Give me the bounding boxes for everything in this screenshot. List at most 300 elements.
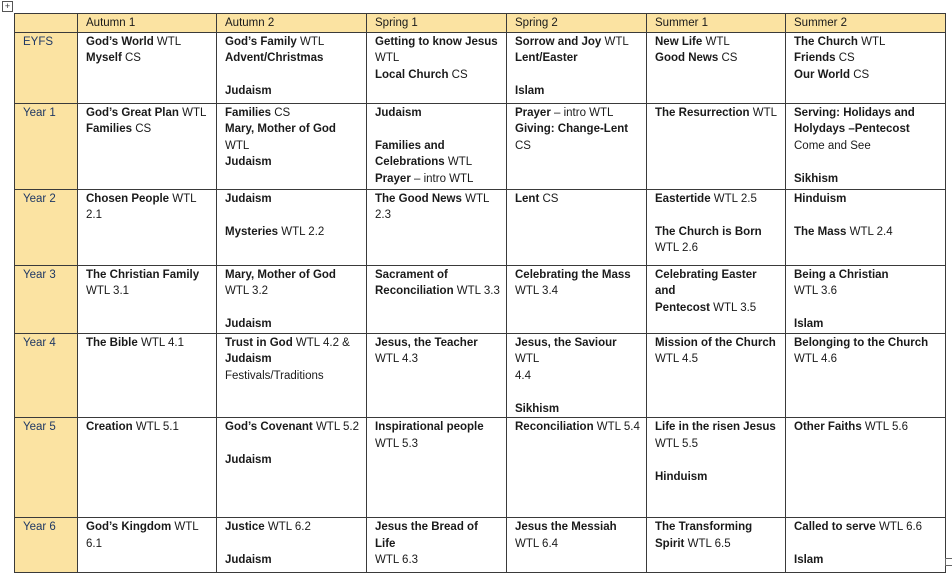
topic-cell (217, 103, 367, 189)
topic-title: The Church is Born (655, 225, 762, 238)
topic-title: Local Church (375, 68, 449, 81)
topic-title: Judaism (225, 192, 272, 205)
topic-title: Islam (515, 85, 545, 97)
topic-line (794, 105, 939, 122)
topic-note: Festivals/Traditions (225, 369, 324, 382)
topic-line (794, 519, 939, 536)
topic-line (794, 419, 939, 436)
topic-line (375, 34, 500, 51)
topic-line (225, 83, 360, 100)
topic-title: Good News (655, 52, 719, 64)
topic-title: Celebrations (375, 156, 445, 168)
topic-title: Mary, Mother of God (225, 268, 336, 281)
topic-note: 2.3 (375, 209, 391, 221)
topic-title: Jesus, the Teacher (375, 336, 478, 349)
topic-title: Judaism (375, 106, 422, 119)
topic-note: WTL 2.4 (846, 225, 893, 238)
blank-line (515, 384, 640, 401)
topic-cell (78, 189, 217, 265)
topic-line (86, 121, 210, 138)
topic-note: WTL (857, 35, 886, 48)
table-resize-handle[interactable] (945, 558, 952, 566)
topic-line (655, 34, 779, 51)
topic-line (225, 316, 360, 333)
topic-title: Mysteries (225, 225, 279, 238)
topic-cell (786, 518, 946, 573)
topic-line (86, 105, 210, 122)
topic-line (794, 283, 939, 300)
topic-title: The Christian Family (86, 268, 200, 281)
topic-cell (367, 333, 507, 418)
topic-note: WTL 5.4 (593, 421, 640, 433)
topic-line (86, 335, 210, 352)
topic-line (86, 536, 210, 553)
topic-title: Holydays –Pentecost (794, 123, 910, 135)
topic-title: Chosen People (86, 192, 170, 205)
topic-title: Hinduism (655, 470, 708, 483)
topic-note: WTL 3.3 (453, 285, 500, 297)
topic-cell (647, 32, 786, 103)
topic-line (375, 267, 500, 284)
topic-title: God’s Family (225, 35, 297, 48)
year-label-cell: Year 6 (15, 518, 78, 573)
topic-line (375, 283, 500, 300)
topic-note: WTL (749, 106, 778, 119)
topic-cell (367, 103, 507, 189)
topic-line (375, 138, 500, 155)
topic-line (515, 138, 640, 155)
topic-line (515, 191, 640, 208)
topic-line (225, 283, 360, 300)
year-label-cell: Year 4 (15, 333, 78, 418)
topic-title: Friends (794, 52, 836, 64)
topic-note: WTL 4.3 (375, 353, 419, 365)
topic-line (794, 67, 939, 84)
topic-title: Mission of the Church (655, 336, 776, 349)
blank-line (655, 452, 779, 469)
topic-line (225, 105, 360, 122)
topic-cell (217, 333, 367, 418)
topic-cell (507, 32, 647, 103)
table-row (15, 333, 946, 418)
topic-note: CS (539, 192, 559, 205)
blank-line (794, 154, 939, 171)
topic-title: Judaism (225, 353, 272, 365)
topic-title: Sikhism (515, 402, 560, 415)
topic-line (794, 552, 939, 569)
topic-title: Reconciliation (375, 285, 454, 297)
table-row (15, 32, 946, 103)
topic-line (794, 316, 939, 333)
year-label-cell: Year 2 (15, 189, 78, 265)
topic-note: WTL 4.2 & (292, 336, 350, 349)
topic-title: Advent/Christmas (225, 52, 324, 64)
blank-line (515, 67, 640, 84)
topic-title: Belonging to the Church (794, 336, 929, 349)
topic-note: WTL (178, 106, 207, 119)
topic-line (515, 368, 640, 385)
topic-cell (647, 265, 786, 333)
topic-line (375, 519, 500, 552)
topic-title: Justice (225, 521, 265, 533)
topic-line (225, 121, 360, 138)
topic-line (225, 50, 360, 67)
topic-title: Celebrating Easter and (655, 268, 757, 297)
topic-note: WTL (461, 192, 490, 205)
topic-cell (647, 518, 786, 573)
table-row (15, 418, 946, 518)
topic-title: Prayer (375, 172, 411, 185)
topic-line (225, 452, 360, 469)
topic-title: Getting to know Jesus (375, 35, 498, 48)
topic-cell (507, 265, 647, 333)
table-row (15, 518, 946, 573)
topic-line (655, 105, 779, 122)
topic-note: CS (835, 52, 855, 64)
topic-line (86, 267, 210, 284)
topic-line (515, 105, 640, 122)
topic-title: Families and (375, 139, 445, 152)
header-cell-autumn-2: Autumn 2 (217, 14, 367, 33)
topic-note: WTL 3.5 (709, 301, 757, 314)
topic-title: Celebrating the Mass (515, 268, 631, 281)
topic-title: The Bible (86, 336, 138, 349)
topic-line (655, 519, 779, 536)
topic-note: WTL (444, 156, 473, 168)
topic-note: CS (132, 123, 152, 135)
blank-line (655, 207, 779, 224)
topic-cell (786, 189, 946, 265)
topic-note: WTL (515, 353, 540, 365)
topic-cell (217, 265, 367, 333)
topic-line (86, 50, 210, 67)
topic-note: WTL (153, 35, 182, 48)
topic-cell (786, 333, 946, 418)
topic-title: Spirit (655, 537, 685, 550)
topic-line (375, 207, 500, 224)
topic-line (375, 171, 500, 188)
topic-line (515, 401, 640, 418)
topic-title: Lent/Easter (515, 52, 578, 64)
topic-title: Jesus the Messiah (515, 521, 617, 533)
topic-title: Inspirational people (375, 421, 484, 433)
topic-cell (78, 265, 217, 333)
topic-line (225, 267, 360, 284)
topic-cell (78, 32, 217, 103)
topic-cell (78, 333, 217, 418)
year-label-cell: Year 5 (15, 418, 78, 518)
header-cell-corner (15, 14, 78, 33)
topic-line (655, 419, 779, 436)
topic-note: WTL 6.3 (375, 554, 419, 566)
topic-line (794, 121, 939, 138)
topic-title: Islam (794, 554, 824, 566)
topic-title: Our World (794, 68, 851, 81)
topic-cell (507, 418, 647, 518)
topic-line (225, 419, 360, 436)
table-row (15, 189, 946, 265)
topic-line (225, 224, 360, 241)
topic-cell (217, 518, 367, 573)
topic-note: CS (448, 68, 468, 81)
topic-title: Prayer (515, 106, 551, 119)
topic-note: WTL 2.6 (655, 242, 699, 254)
year-label-cell: EYFS (15, 32, 78, 103)
topic-line (515, 83, 640, 100)
blank-line (225, 436, 360, 453)
topic-note: 6.1 (86, 537, 102, 550)
topic-title: Life in the risen Jesus (655, 421, 776, 433)
topic-title: Jesus, the Saviour (515, 336, 617, 349)
header-cell-summer-2: Summer 2 (786, 14, 946, 33)
blank-line (794, 207, 939, 224)
topic-title: Sacrament of (375, 268, 448, 281)
topic-title: New Life (655, 35, 703, 48)
topic-note: 2.1 (86, 209, 102, 221)
topic-note: WTL 4.6 (794, 353, 838, 365)
blank-line (794, 300, 939, 317)
topic-title: The Resurrection (655, 106, 750, 119)
topic-line (515, 283, 640, 300)
topic-line (794, 34, 939, 51)
topic-title: The Mass (794, 225, 847, 238)
topic-title: The Transforming (655, 521, 753, 533)
topic-title: Creation (86, 421, 133, 433)
topic-note: WTL 6.4 (515, 537, 559, 550)
topic-note: WTL 4.5 (655, 353, 699, 365)
topic-note: 4.4 (515, 369, 531, 382)
topic-note: – intro WTL (410, 172, 474, 185)
topic-line (225, 519, 360, 536)
table-body (15, 32, 946, 573)
topic-line (225, 335, 360, 352)
topic-line (515, 50, 640, 67)
topic-note: WTL 5.1 (132, 421, 179, 433)
year-label-cell: Year 1 (15, 103, 78, 189)
topic-cell (786, 103, 946, 189)
topic-note: WTL 5.5 (655, 437, 699, 450)
topic-cell (78, 418, 217, 518)
blank-line (375, 121, 500, 138)
topic-note: WTL 5.3 (375, 437, 419, 450)
topic-note: WTL 6.5 (684, 537, 731, 550)
curriculum-table (14, 13, 946, 573)
header-cell-spring-1: Spring 1 (367, 14, 507, 33)
topic-cell (367, 32, 507, 103)
topic-line (515, 519, 640, 536)
topic-title: God’s World (86, 35, 154, 48)
topic-title: Judaism (225, 156, 272, 168)
topic-cell (507, 189, 647, 265)
topic-title: Reconciliation (515, 421, 594, 433)
topic-title: The Church (794, 35, 858, 48)
topic-line (515, 335, 640, 368)
topic-note: WTL (702, 35, 730, 48)
topic-line (86, 207, 210, 224)
topic-line (655, 436, 779, 453)
topic-line (655, 224, 779, 241)
topic-line (86, 283, 210, 300)
topic-note: WTL 4.1 (137, 336, 184, 349)
topic-cell (367, 418, 507, 518)
topic-line (375, 351, 500, 368)
topic-title: Judaism (225, 554, 272, 566)
topic-title: Jesus the Bread of Life (375, 521, 478, 550)
topic-note: WTL (375, 52, 400, 64)
topic-cell (367, 518, 507, 573)
topic-line (515, 536, 640, 553)
topic-note: CS (515, 139, 531, 152)
topic-line (375, 191, 500, 208)
topic-line (225, 138, 360, 155)
blank-line (794, 536, 939, 553)
topic-cell (217, 32, 367, 103)
topic-title: Myself (86, 52, 122, 64)
topic-title: God’s Covenant (225, 421, 313, 433)
topic-cell (786, 32, 946, 103)
topic-line (375, 154, 500, 171)
topic-line (86, 191, 210, 208)
topic-line (225, 368, 360, 385)
topic-line (655, 536, 779, 553)
topic-note: CS (718, 52, 738, 64)
table-row (15, 265, 946, 333)
topic-line (225, 154, 360, 171)
topic-title: Islam (794, 318, 824, 330)
topic-line (655, 50, 779, 67)
topic-line (375, 50, 500, 67)
topic-title: Serving: Holidays and (794, 106, 915, 119)
topic-line (375, 436, 500, 453)
topic-note: CS (271, 106, 291, 119)
topic-title: Other Faiths (794, 421, 862, 433)
topic-line (225, 552, 360, 569)
topic-line (794, 191, 939, 208)
topic-line (655, 191, 779, 208)
topic-title: Sikhism (794, 172, 839, 185)
topic-note: WTL 5.2 (312, 421, 359, 433)
topic-cell (647, 333, 786, 418)
topic-note: WTL 3.1 (86, 285, 130, 297)
blank-line (225, 207, 360, 224)
topic-line (794, 351, 939, 368)
topic-title: Trust in God (225, 336, 293, 349)
topic-note: WTL 6.2 (264, 521, 311, 533)
topic-note: WTL (296, 35, 325, 48)
topic-cell (507, 103, 647, 189)
topic-title: Pentecost (655, 301, 710, 314)
topic-cell (78, 103, 217, 189)
topic-title: Called to serve (794, 521, 876, 533)
topic-line (375, 419, 500, 436)
topic-note: CS (121, 52, 141, 64)
topic-title: Families (225, 106, 272, 119)
topic-note: – intro WTL (550, 106, 614, 119)
topic-title: Hinduism (794, 192, 847, 205)
topic-note: WTL 3.6 (794, 285, 838, 297)
topic-cell (217, 418, 367, 518)
topic-title: Giving: Change-Lent (515, 123, 629, 135)
topic-line (515, 121, 640, 138)
topic-cell (507, 333, 647, 418)
topic-line (225, 191, 360, 208)
topic-line (794, 335, 939, 352)
topic-line (86, 519, 210, 536)
topic-line (225, 34, 360, 51)
header-cell-summer-1: Summer 1 (647, 14, 786, 33)
topic-cell (367, 265, 507, 333)
year-label-cell: Year 3 (15, 265, 78, 333)
topic-line (86, 34, 210, 51)
topic-title: Families (86, 123, 133, 135)
topic-cell (786, 418, 946, 518)
topic-note: WTL (169, 192, 197, 205)
topic-title: Sorrow and Joy (515, 35, 602, 48)
topic-cell (647, 189, 786, 265)
topic-title: Lent (515, 192, 540, 205)
topic-title: Eastertide (655, 192, 711, 205)
topic-cell (367, 189, 507, 265)
topic-title: The Good News (375, 192, 462, 205)
topic-title: Mary, Mother of God (225, 123, 336, 135)
table-row (15, 103, 946, 189)
topic-line (655, 469, 779, 486)
topic-title: Judaism (225, 85, 272, 97)
topic-cell (217, 189, 367, 265)
header-row (15, 14, 946, 33)
blank-line (225, 67, 360, 84)
topic-line (655, 335, 779, 352)
header-cell-spring-2: Spring 2 (507, 14, 647, 33)
topic-line (655, 300, 779, 317)
topic-line (375, 67, 500, 84)
blank-line (225, 300, 360, 317)
topic-line (375, 552, 500, 569)
topic-note: Come and See (794, 139, 871, 152)
topic-line (515, 419, 640, 436)
topic-cell (647, 103, 786, 189)
topic-cell (786, 265, 946, 333)
topic-line (794, 267, 939, 284)
topic-cell (507, 518, 647, 573)
topic-note: WTL 3.2 (225, 285, 269, 297)
topic-title: Being a Christian (794, 268, 889, 281)
topic-title: God’s Kingdom (86, 521, 172, 533)
topic-line (655, 267, 779, 300)
topic-line (515, 267, 640, 284)
topic-line (375, 335, 500, 352)
topic-cell (647, 418, 786, 518)
header-cell-autumn-1: Autumn 1 (78, 14, 217, 33)
topic-note: WTL 2.5 (710, 192, 757, 205)
topic-note: CS (850, 68, 870, 81)
topic-note: WTL 6.6 (875, 521, 923, 533)
topic-line (794, 224, 939, 241)
topic-title: God’s Great Plan (86, 106, 179, 119)
topic-note: WTL (225, 139, 250, 152)
table-move-handle-icon[interactable]: + (2, 1, 13, 12)
topic-title: Judaism (225, 454, 272, 466)
topic-note: WTL 5.6 (861, 421, 908, 433)
topic-line (794, 50, 939, 67)
topic-line (794, 171, 939, 188)
topic-cell (78, 518, 217, 573)
topic-line (86, 419, 210, 436)
topic-line (655, 240, 779, 257)
topic-note: WTL (171, 521, 199, 533)
topic-line (655, 351, 779, 368)
topic-line (515, 34, 640, 51)
